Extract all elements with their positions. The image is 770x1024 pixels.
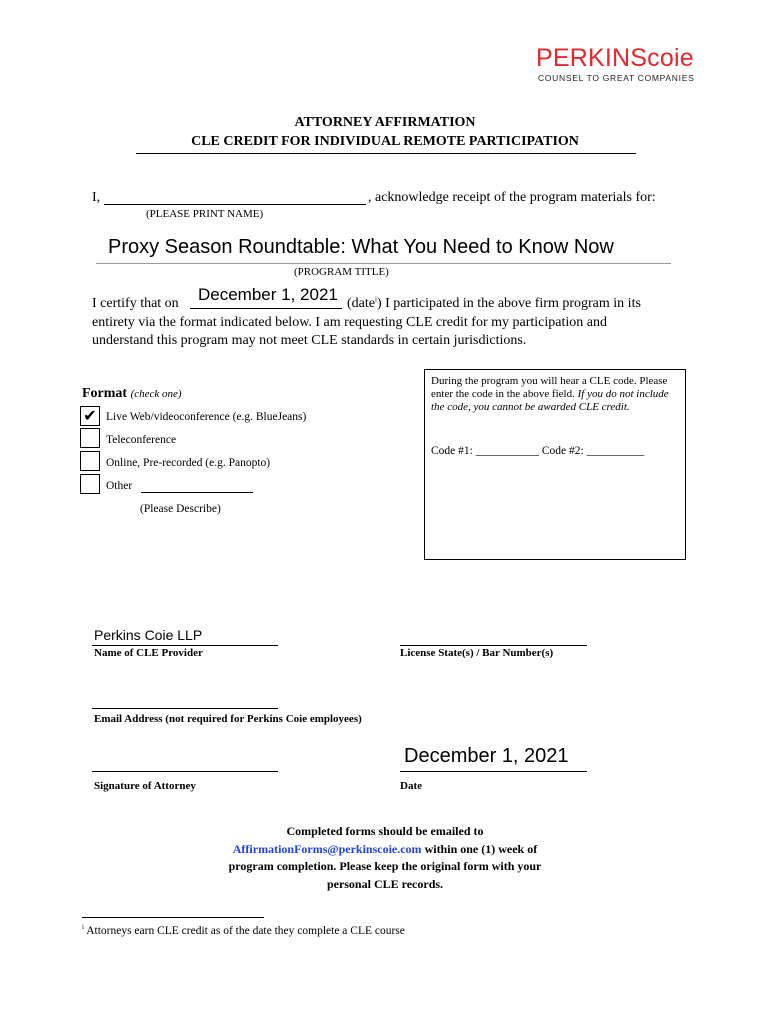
code-fields	[431, 445, 644, 457]
format-hint: (check one)	[130, 388, 182, 400]
form-title-line2: CLE CREDIT FOR INDIVIDUAL REMOTE PARTICIPATION	[191, 134, 579, 149]
format-checkbox-other[interactable]	[80, 474, 100, 494]
cle-code-instructions	[431, 375, 684, 414]
instructions-line1: Completed forms should be emailed to	[286, 824, 484, 838]
footnote-text: Attorneys earn CLE credit as of the date they complete a CLE course	[83, 925, 405, 937]
participation-date-rule	[190, 308, 342, 309]
title-underline	[136, 153, 636, 154]
certify-line3: understand this program may not meet CLE standards in certain jurisdictions.	[92, 333, 527, 348]
code-instructions-italic: If you do not include the code, you cannot be awarded CLE credit.	[431, 388, 669, 413]
format-checkbox-teleconference[interactable]	[80, 428, 100, 448]
format-label	[82, 386, 182, 402]
logo-tagline: COUNSEL TO GREAT COMPANIES	[538, 73, 695, 83]
format-option-online-prerecorded: Online, Pre-recorded (e.g. Panopto)	[106, 457, 271, 469]
instructions-line2	[180, 841, 590, 859]
instructions-line3: program completion. Please keep the original form with your	[228, 859, 542, 873]
date-label: Date	[400, 780, 422, 792]
logo-brand-part1: PERKINS	[536, 44, 648, 72]
certify-prefix: I certify that on	[92, 296, 179, 311]
perkins-coie-logo	[536, 44, 694, 73]
describe-caption: (Please Describe)	[140, 503, 221, 515]
name-caption: (PLEASE PRINT NAME)	[146, 208, 264, 220]
certify-line2: entirety via the format indicated below. I am requesting CLE credit for my participation and	[92, 315, 607, 330]
program-title-rule	[96, 263, 671, 264]
signature-date-rule	[400, 771, 587, 772]
email-address-field[interactable]	[92, 708, 278, 709]
instructions-after-email: within one (1) week of	[421, 841, 538, 856]
email-address-label: Email Address (not required for Perkins Coie employees)	[94, 713, 362, 725]
intro-suffix: , acknowledge receipt of the program materials for:	[368, 190, 656, 205]
logo-brand-part2: coie	[647, 44, 694, 72]
provider-rule	[92, 645, 278, 646]
intro-prefix: I,	[92, 190, 101, 205]
license-field[interactable]	[400, 645, 587, 646]
attorney-name-field[interactable]	[104, 204, 366, 205]
code-instructions-normal: During the program you will hear a CLE code. Please enter the code in the above field.	[431, 375, 668, 400]
provider-name-field[interactable]: Perkins Coie LLP	[94, 627, 203, 643]
program-title-caption: (PROGRAM TITLE)	[294, 266, 389, 278]
instructions-line4: personal CLE records.	[326, 876, 444, 891]
license-label: License State(s) / Bar Number(s)	[400, 647, 554, 659]
program-title-field[interactable]: Proxy Season Roundtable: What You Need to Know Now	[108, 236, 614, 258]
signature-label: Signature of Attorney	[94, 780, 196, 792]
format-label-text: Format	[82, 386, 128, 401]
code2-field[interactable]: Code #2: __________	[541, 445, 645, 457]
signature-date-field[interactable]: December 1, 2021	[404, 745, 569, 767]
format-option-live-web: Live Web/videoconference (e.g. BlueJeans)	[106, 411, 307, 423]
footnote	[82, 925, 405, 937]
participation-date-field[interactable]: December 1, 2021	[198, 285, 338, 304]
date-word: (date	[347, 296, 375, 311]
form-title-line1: ATTORNEY AFFIRMATION	[294, 115, 476, 130]
affirmation-email-link[interactable]: AffirmationForms@perkinscoie.com	[232, 841, 422, 856]
footnote-ref: i	[374, 295, 377, 304]
submission-instructions	[180, 823, 590, 893]
provider-label: Name of CLE Provider	[94, 647, 203, 659]
certify-continuation: ) I participated in the above firm program in its	[376, 296, 641, 311]
code1-field[interactable]: Code #1: ___________	[431, 445, 539, 457]
format-checkbox-live-web[interactable]: ✔	[80, 406, 100, 426]
footnote-mark: i	[82, 923, 84, 932]
other-describe-field[interactable]	[141, 492, 253, 493]
format-checkbox-online-prerecorded[interactable]	[80, 451, 100, 471]
footnote-rule	[82, 917, 264, 918]
signature-field[interactable]	[92, 771, 278, 772]
format-option-other: Other	[106, 480, 133, 492]
certify-after-date	[347, 296, 641, 312]
format-option-teleconference: Teleconference	[106, 434, 177, 446]
